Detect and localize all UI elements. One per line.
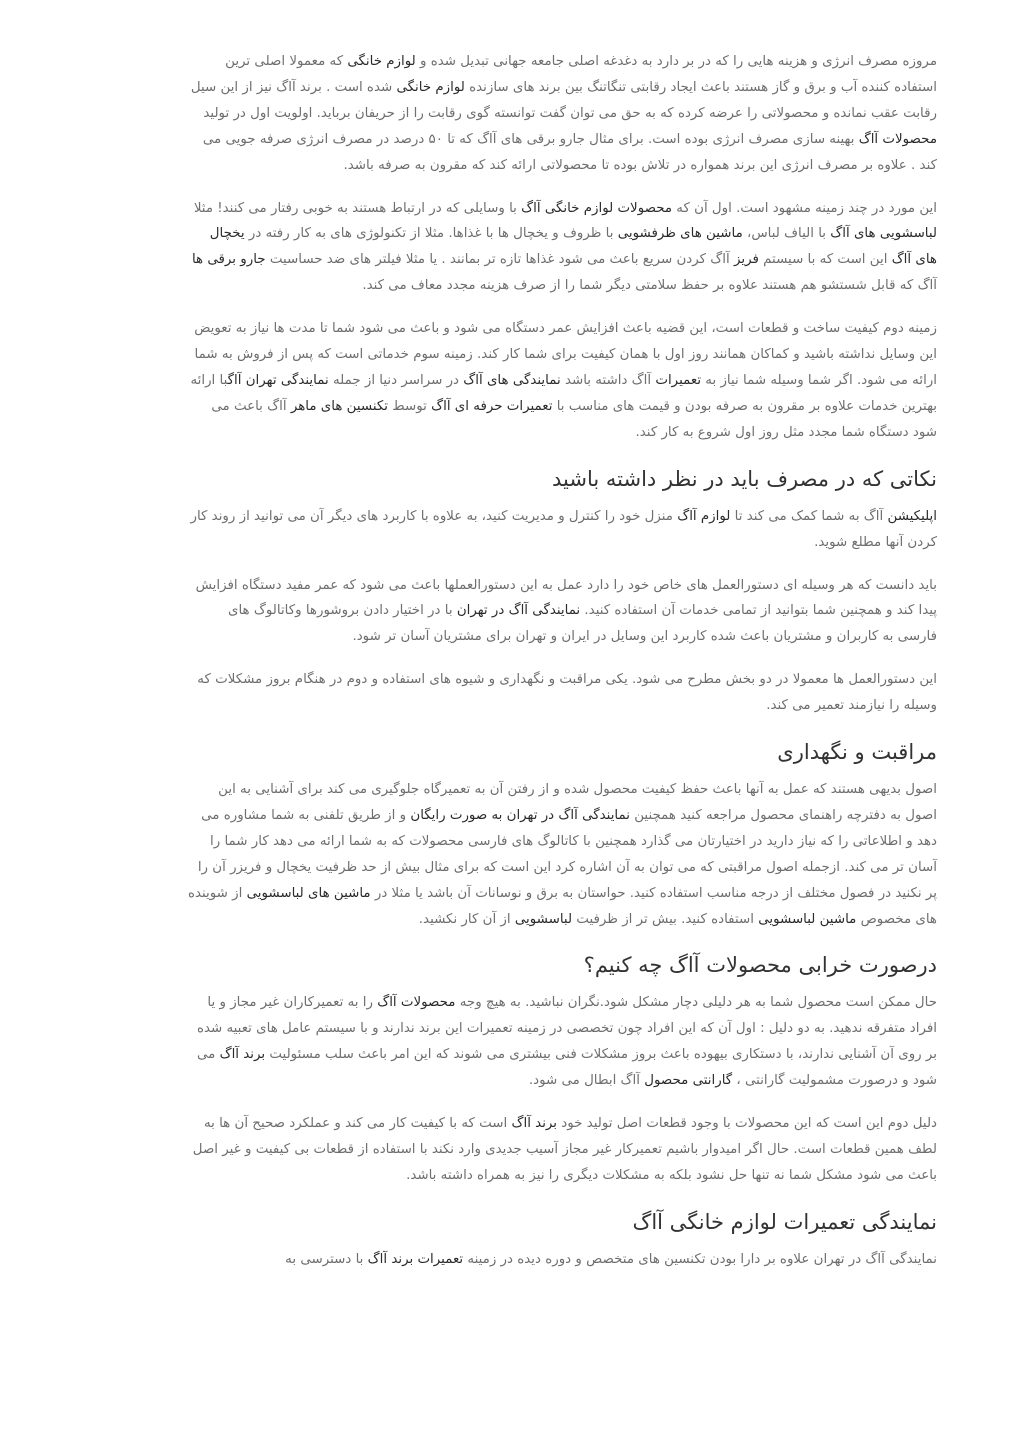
inline-link[interactable]: برند آاگ <box>219 1047 266 1063</box>
inline-link[interactable]: برند آاگ <box>511 1116 558 1132</box>
paragraph-text: اصول بدیهی هستند که عمل به آنها باعث حفظ کیفیت محصول شده و از رفتن آن به تعمیرگاه جلوگیری می کند برای آشنایی به این اصول به دفترچه راهنمای محصول مراجعه کنید همچنین <box>218 782 937 823</box>
paragraph-text: و از طریق تلفنی به شما مشاوره می دهد و اطلاعاتی را که نیاز دارید در اختیارتان می گذارد همچنین با کاتالوگ های فارسی محصولات که به شما ارائه می دهد کار شما را آسان تر می کند. ازجمله اصول مراقبتی که می توان به آن اشاره کرد این است که برای مثال بیش از حد ظرفیت یخچال و فریزر آن را پر نکنید در فصول مختلف از درجه مناسب استفاده کنید. حواستان به برق و نوسانات آن باشد یا مثلا در <box>197 807 937 901</box>
inline-link[interactable]: لباسشویی <box>514 911 573 927</box>
article-paragraph <box>185 573 937 651</box>
inline-link[interactable]: ماشین لباسشویی <box>758 911 857 927</box>
paragraph-text: را به تعمیرکاران غیر مجاز و یا افراد متفرقه ندهید. به دو دلیل : اول آن که این افراد چون تخصصی در زمینه تعمیرات این برند ندارند و با سیستم عامل های تعبیه شده بر روی آن آشنایی ندارند، با دستکاری بیهوده باعث بروز مشکلات فنی بیشتری می شوند که این امر باعث سلب مسئولیت <box>196 995 937 1063</box>
inline-link[interactable]: اپلیکیشن <box>887 508 937 524</box>
inline-link[interactable]: محصولات آاگ <box>377 995 456 1011</box>
section-heading: درصورت خرابی محصولات آاگ چه کنیم؟ <box>583 953 937 978</box>
paragraph-text: استفاده کنید. بیش تر از ظرفیت <box>572 911 759 927</box>
inline-link[interactable]: جارو برقی ها <box>191 252 266 268</box>
article-paragraph <box>185 990 937 1094</box>
inline-link[interactable]: محصولات آاگ <box>858 131 937 147</box>
article-paragraph <box>185 1247 937 1273</box>
paragraph-text: آاگ به شما کمک می کند تا <box>730 508 888 524</box>
paragraph-text: زمینه دوم کیفیت ساخت و قطعات است، این قضیه باعث افزایش عمر دستگاه می شود و باعث می شود شما تا مدت ها نیاز به تعویض این وسایل نداشته باشید و کماکان همانند روز اول با همان کیفیت برای شما کار کند. زمینه سوم خدماتی است که پس از فروش به شما ارائه می شود. اگر شما وسیله شما نیاز به <box>194 321 937 388</box>
article-paragraph <box>185 316 937 446</box>
article-body <box>185 49 937 1290</box>
inline-link[interactable]: تعمیرات <box>655 372 702 388</box>
paragraph-text: آاگ که قابل شستشو هم هستند علاوه بر حفظ سلامتی دیگر شما را از صرف هزینه مجدد معاف می کند. <box>362 278 937 294</box>
paragraph-text: از آن کار نکشید. <box>418 911 515 927</box>
paragraph-text: آاگ باعث می شود دستگاه شما مجدد مثل روز اول شروع به کار کند. <box>211 398 937 440</box>
paragraph-text: مروزه مصرف انرژی و هزینه هایی را که در بر دارد به دغدغه اصلی جامعه جهانی تبدیل شده و <box>415 54 937 69</box>
inline-link[interactable]: یخچال های آاگ <box>209 226 937 268</box>
paragraph-text: با الیاف لباس، <box>742 226 831 242</box>
paragraph-text: با وسایلی که در ارتباط هستند به خوبی رفتار می کنند! مثلا <box>193 200 522 216</box>
paragraph-text: شده است . برند آاگ نیز از این سیل رقابت عقب نمانده و محصولاتی را عرضه کرده که به حق می توان گفت توانسته گوی رقابت را از حریفان برباید. اولویت اول در تولید <box>190 79 937 121</box>
paragraph-text: در سراسر دنیا از جمله <box>328 372 464 388</box>
paragraph-text: بهینه سازی مصرف انرژی بوده است. برای مثال جارو برقی های آاگ که تا ۵۰ درصد در مصرف انرژی صرفه جویی می کند . علاوه بر مصرف انرژی این برند همواره در تلاش بوده تا محصولاتی ارائه کند که مقرون به صرفه باشد. <box>202 131 937 173</box>
paragraph-text: با ارائه بهترین خدمات علاوه بر مقرون به صرفه بودن و قیمت های مناسب با <box>190 372 937 414</box>
paragraph-text: منزل خود را کنترل و مدیریت کنید، به علاوه با کاربرد های دیگر آن می توانید از روند کار کردن آنها مطلع شوید. <box>190 508 937 550</box>
inline-link[interactable]: نمایندگی آاگ در تهران به صورت رایگان <box>410 807 630 823</box>
inline-link[interactable]: فریز <box>733 252 759 268</box>
inline-link[interactable]: گارانتی محصول <box>644 1073 733 1089</box>
paragraph-text: این است که با سیستم <box>758 252 892 268</box>
article-paragraph <box>185 504 937 556</box>
paragraph-text: با در اختیار دادن بروشورها وکاتالوگ های فارسی به کاربران و مشتریان باعث شده کاربرد این وسایل در ایران و تهران برای مشتریان آسان تر شود. <box>228 603 937 645</box>
inline-link[interactable]: تکنسین های ماهر <box>290 398 389 414</box>
paragraph-text: آاگ کردن سریع باعث می شود غذاها تازه تر بمانند . یا مثلا فیلتر های ضد حساسیت <box>265 252 734 268</box>
inline-link[interactable]: محصولات لوازم خانگی آاگ <box>521 200 673 216</box>
article-paragraph <box>185 667 937 719</box>
inline-link[interactable]: لباسشویی های آاگ <box>830 226 937 242</box>
inline-link[interactable]: نمایندگی تهران آاگ <box>227 372 329 388</box>
inline-link[interactable]: لوازم خانگی <box>347 54 416 69</box>
paragraph-text: با ظروف و یخچال ها با غذاها. مثلا از تکنولوژی های به کار رفته در <box>244 226 618 242</box>
paragraph-text: آاگ ابطال می شود. <box>528 1073 645 1089</box>
article-paragraph <box>185 196 937 300</box>
inline-link[interactable]: لوازم خانگی <box>396 79 465 95</box>
paragraph-text: این دستورالعمل ها معمولا در دو بخش مطرح می شود. یکی مراقبت و نگهداری و شیوه های استفاده و دوم در هنگام بروز مشکلات که وسیله را نیازمند تعمیر می کند. <box>197 672 937 714</box>
paragraph-text: دلیل دوم این است که این محصولات با وجود قطعات اصل تولید خود <box>557 1116 937 1132</box>
paragraph-text: آاگ داشته باشد <box>560 372 656 388</box>
paragraph-text: باید دانست که هر وسیله ای دستورالعمل های خاص خود را دارد عمل به این دستورالعملها باعث می شود که عمر مفید دستگاه افزایش پیدا کند و همچنین شما بتوانید از تمامی خدمات آن استفاده کنید. <box>195 577 937 619</box>
paragraph-text: با دسترسی به <box>285 1251 368 1267</box>
paragraph-text: از شوینده های مخصوص <box>187 885 937 927</box>
paragraph-text: توسط <box>388 398 432 414</box>
section-heading: نمایندگی تعمیرات لوازم خانگی آاگ <box>632 1209 937 1234</box>
paragraph-text: است که با کیفیت کار می کند و عملکرد صحیح آن ها به لطف همین قطعات است. حال اگر امیدوار باشیم تعمیرکار غیر مجاز آسیب جدیدی وارد نکند با استفاده از قطعات بی کیفیت و غیر اصل باعث می شود مشکل شما نه تنها حل نشود بلکه به مشکلات دیگری را نیز به همراه داشته باشد. <box>192 1116 937 1183</box>
paragraph-text: که معمولا اصلی ترین استفاده کننده آب و برق و گاز هستند باعث ایجاد رقابتی تنگاتنگ بین برند های سازنده <box>225 54 937 95</box>
inline-link[interactable]: نمایندگی آاگ در تهران <box>456 603 581 619</box>
inline-link[interactable]: تعمیرات حرفه ای آاگ <box>431 398 553 414</box>
inline-link[interactable]: ماشین های ظرفشویی <box>617 226 743 242</box>
article-paragraph <box>185 777 937 932</box>
paragraph-text: این مورد در چند زمینه مشهود است. اول آن که <box>672 200 937 216</box>
paragraph-text: می شود و درصورت مشمولیت گارانتی ، <box>196 1047 937 1089</box>
inline-link[interactable]: ماشین های لباسشویی <box>246 885 371 901</box>
section-heading: مراقبت و نگهداری <box>777 740 937 765</box>
inline-link[interactable]: لوازم آاگ <box>677 508 731 524</box>
paragraph-text: حال ممکن است محصول شما به هر دلیلی دچار مشکل شود.نگران نباشید. به هیچ وجه <box>455 995 937 1011</box>
paragraph-text: نمایندگی آاگ در تهران علاوه بر دارا بودن تکنسین های متخصص و دوره دیده در زمینه <box>463 1251 937 1267</box>
section-heading: نکاتی که در مصرف باید در نظر داشته باشید <box>552 466 937 491</box>
inline-link[interactable]: نمایندگی های آاگ <box>463 372 561 388</box>
inline-link[interactable]: تعمیرات برند آاگ <box>367 1251 464 1267</box>
article-paragraph <box>185 49 937 179</box>
article-paragraph <box>185 1111 937 1189</box>
